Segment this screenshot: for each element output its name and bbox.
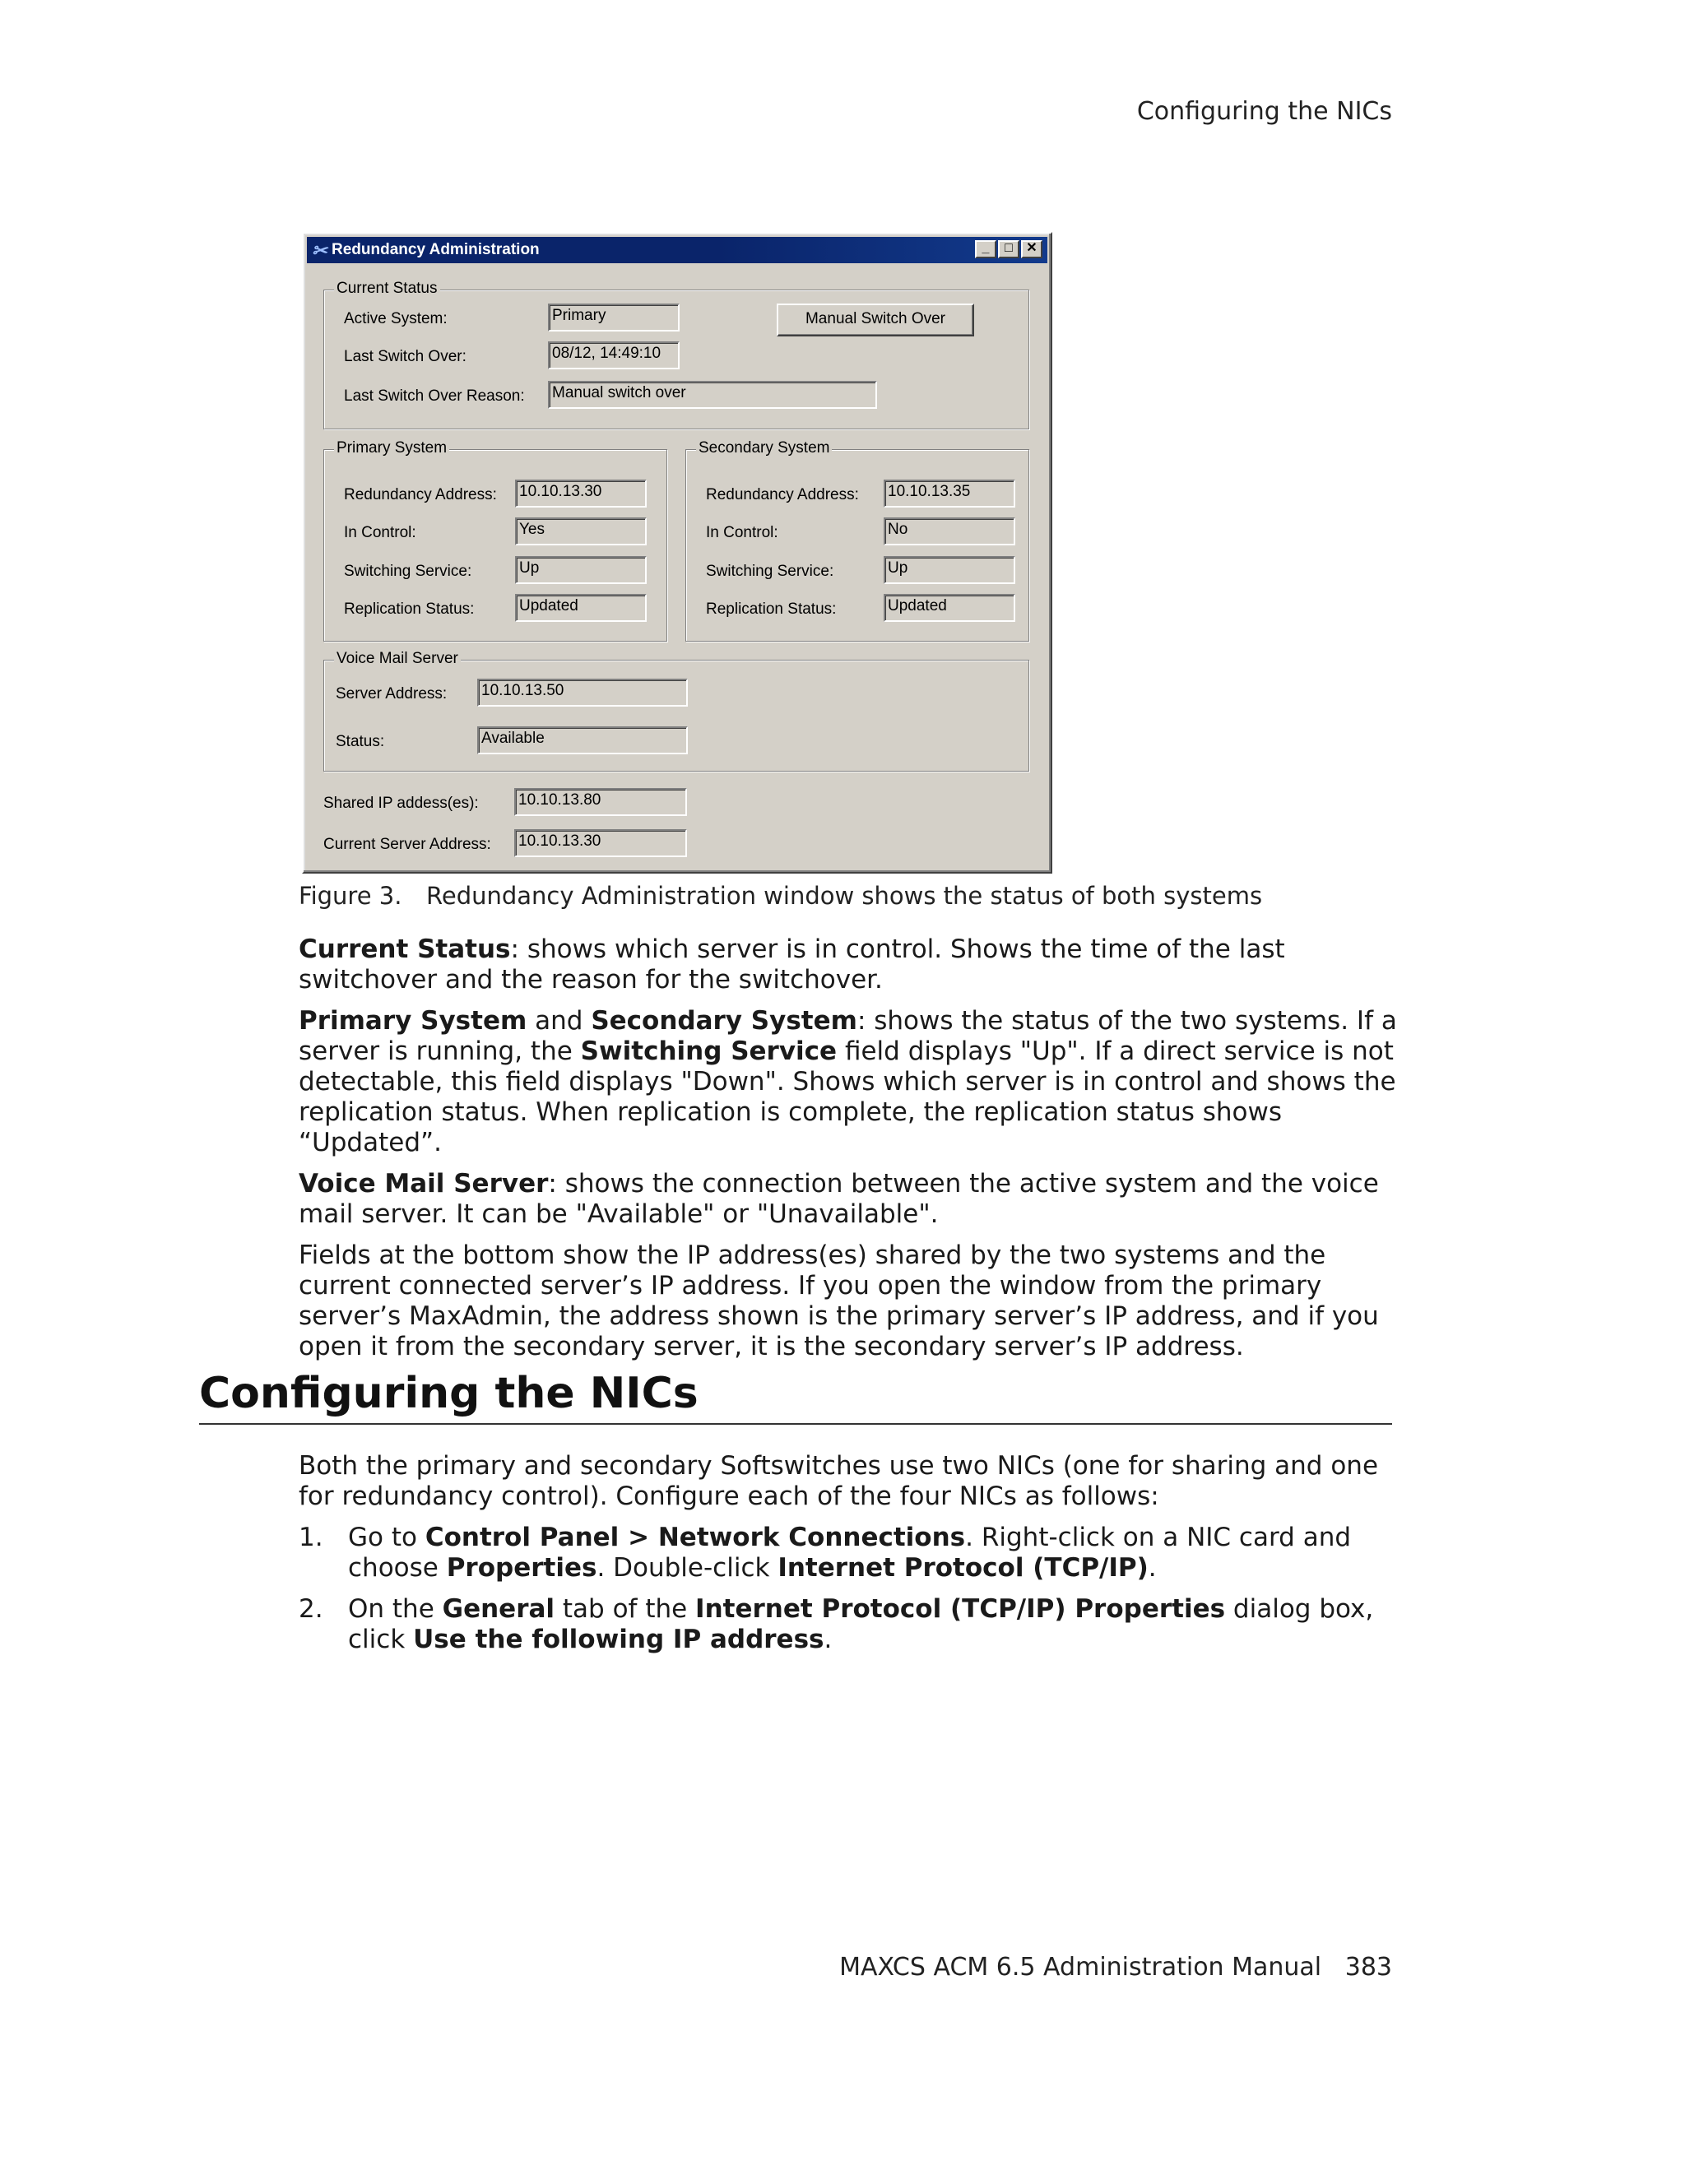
- manual-switch-over-button[interactable]: Manual Switch Over: [777, 304, 974, 336]
- voice-mail-server-term: Voice Mail Server: [299, 1169, 549, 1199]
- active-system-label: Active System:: [344, 310, 448, 327]
- nic-steps: [299, 1523, 1401, 1655]
- maximize-icon[interactable]: □: [998, 240, 1019, 258]
- current-server-address-label: Current Server Address:: [323, 836, 491, 853]
- primary-replication-status-label: Replication Status:: [344, 600, 475, 618]
- secondary-system-term: Secondary System: [591, 1006, 857, 1036]
- server-address-field: 10.10.13.50: [477, 679, 688, 707]
- systems-description: Primary System and Secondary System: shows the status of the two systems. If a server is running, the Switching Service field displays "Up". If a direct service is not detectable, this field displays "Down". Shows which server is in control and shows the replication status. When replication is complete, the replication status shows “Updated”.: [299, 1006, 1397, 1157]
- last-switch-over-field: 08/12, 14:49:10: [548, 341, 680, 369]
- primary-system-group: [323, 439, 667, 642]
- primary-switching-service-label: Switching Service:: [344, 563, 472, 580]
- voice-mail-status-label: Status:: [336, 733, 385, 750]
- nic-configuration-text: [299, 1451, 1401, 1666]
- voice-mail-status-field: Available: [477, 726, 688, 754]
- phone-app-icon: ✂: [312, 240, 327, 261]
- primary-in-control-label: In Control:: [344, 524, 416, 541]
- shared-ip-label: Shared IP addess(es):: [323, 795, 479, 812]
- close-icon[interactable]: ✕: [1021, 240, 1042, 258]
- voice-mail-server-legend: Voice Mail Server: [334, 650, 461, 668]
- primary-redundancy-address-label: Redundancy Address:: [344, 486, 497, 503]
- secondary-system-legend: Secondary System: [696, 439, 832, 457]
- active-system-field: Primary: [548, 304, 680, 332]
- window-title: Redundancy Administration: [332, 241, 540, 258]
- secondary-switching-service-label: Switching Service:: [706, 563, 834, 580]
- figure-caption: [299, 882, 1262, 910]
- current-status-legend: Current Status: [334, 280, 440, 298]
- section-heading: Configuring the NICs: [199, 1369, 1392, 1425]
- server-address-label: Server Address:: [336, 685, 448, 702]
- shared-ip-field: 10.10.13.80: [514, 788, 687, 816]
- step-2-number: 2.: [299, 1594, 323, 1624]
- nic-intro: Both the primary and secondary Softswitches use two NICs (one for sharing and one for redundancy control). Configure each of the four NICs as follows:: [299, 1451, 1379, 1511]
- secondary-system-group: [685, 439, 1029, 642]
- secondary-replication-status-field: Updated: [884, 594, 1015, 622]
- voice-mail-description: Voice Mail Server: shows the connection between the active system and the voice mail server. It can be "Available" or "Unavailable".: [299, 1169, 1379, 1229]
- secondary-in-control-label: In Control:: [706, 524, 778, 541]
- step-2: 2. On the General tab of the Internet Protocol (TCP/IP) Properties dialog box, click Use the following IP address.: [299, 1594, 1374, 1654]
- figure-caption-text: Redundancy Administration window shows the status of both systems: [426, 882, 1263, 910]
- field-descriptions: [299, 934, 1401, 1373]
- last-switch-over-label: Last Switch Over:: [344, 348, 467, 365]
- last-switch-over-reason-field: Manual switch over: [548, 381, 877, 409]
- secondary-switching-service-field: Up: [884, 556, 1015, 584]
- switching-service-term: Switching Service: [580, 1036, 838, 1066]
- last-switch-over-reason-label: Last Switch Over Reason:: [344, 387, 525, 405]
- current-status-group: [323, 280, 1029, 429]
- running-header: Configuring the NICs: [1136, 97, 1392, 126]
- voice-mail-server-group: [323, 650, 1029, 772]
- window-titlebar[interactable]: [307, 237, 1047, 263]
- current-status-term: Current Status: [299, 934, 511, 964]
- secondary-redundancy-address-label: Redundancy Address:: [706, 486, 859, 503]
- primary-in-control-field: Yes: [515, 517, 647, 545]
- current-status-description: Current Status: shows which server is in control. Shows the time of the last switchover and the reason for the switchover.: [299, 934, 1285, 995]
- secondary-in-control-field: No: [884, 517, 1015, 545]
- fields-description: Fields at the bottom show the IP address(es) shared by the two systems and the current connected server’s IP address. If you open the window from the primary server’s MaxAdmin, the address shown is the primary server’s IP address, and if you open it from the secondary server, it is the secondary server’s IP address.: [299, 1240, 1379, 1361]
- step-1-number: 1.: [299, 1523, 323, 1552]
- page-number: 383: [1344, 1953, 1392, 1982]
- secondary-redundancy-address-field: 10.10.13.35: [884, 480, 1015, 508]
- page-footer: [839, 1953, 1392, 1982]
- current-server-address-field: 10.10.13.30: [514, 829, 687, 857]
- secondary-replication-status-label: Replication Status:: [706, 600, 837, 618]
- primary-system-term: Primary System: [299, 1006, 527, 1036]
- redundancy-administration-window: [302, 232, 1052, 874]
- primary-redundancy-address-field: 10.10.13.30: [515, 480, 647, 508]
- manual-title: MAXCS ACM 6.5 Administration Manual: [839, 1953, 1322, 1982]
- primary-system-legend: Primary System: [334, 439, 449, 457]
- step-1: 1. Go to Control Panel > Network Connections. Right-click on a NIC card and choose Properties. Double-click Internet Protocol (TCP/IP).: [299, 1523, 1352, 1583]
- primary-replication-status-field: Updated: [515, 594, 647, 622]
- figure-number: Figure 3.: [299, 882, 402, 910]
- primary-switching-service-field: Up: [515, 556, 647, 584]
- minimize-icon[interactable]: _: [975, 240, 996, 258]
